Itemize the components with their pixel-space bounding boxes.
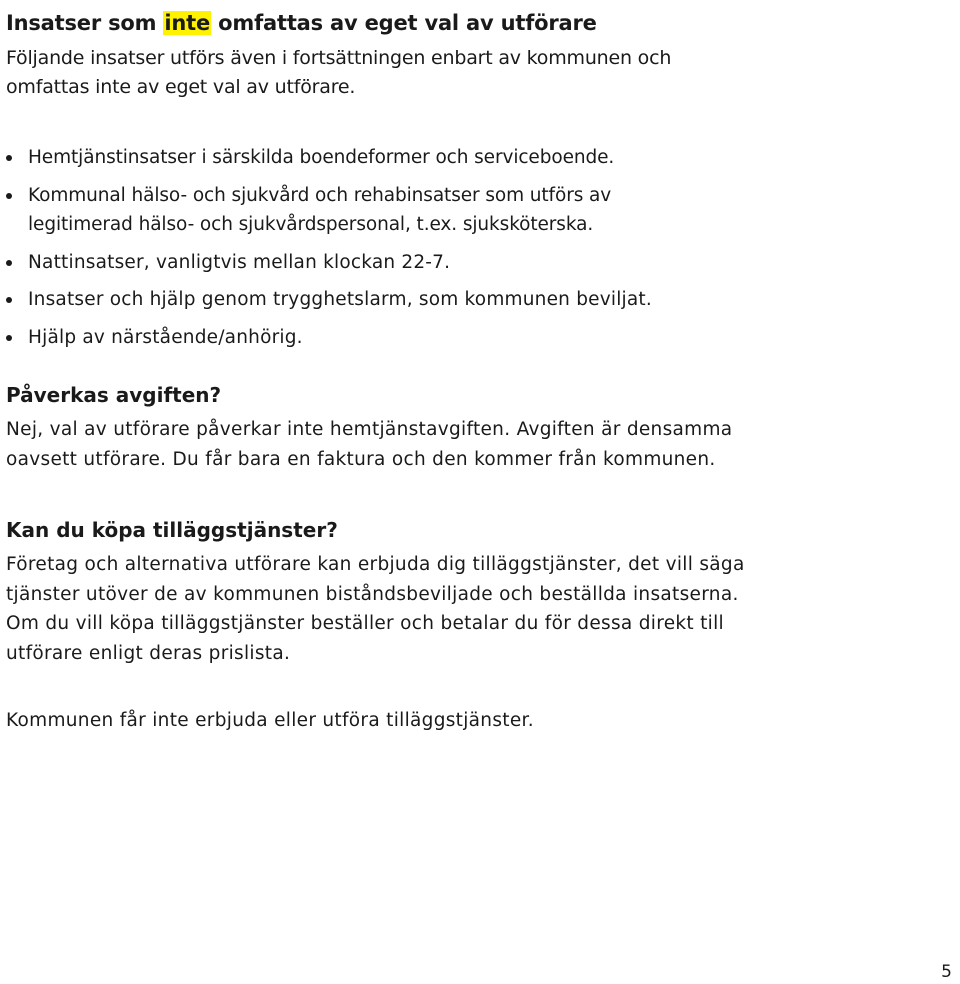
list-item-text: Hemtjänstinsatser i särskilda boendeformer och serviceboende.: [28, 147, 615, 168]
fee-section: [6, 380, 946, 474]
extra-services-note: Kommunen får inte erbjuda eller utföra tilläggstjänster.: [6, 710, 534, 731]
bullet-dot-icon: [6, 155, 12, 161]
bullet-dot-icon: [6, 335, 12, 341]
list-item-text: Insatser och hjälp genom trygghetslarm, som kommunen beviljat.: [28, 289, 652, 310]
extra-services-section: [6, 515, 946, 668]
title-highlight: inte: [164, 11, 211, 35]
insatser-list: [6, 143, 906, 360]
title-after: omfattas av eget val av utförare: [211, 11, 597, 35]
list-item: [6, 323, 906, 353]
extra-services-text: Företag och alternativa utförare kan erbjuda dig tilläggstjänster, det vill säga tjänster utöver de av kommunen biståndsbeviljade och beställda insatserna. Om du vill köpa tilläggstjänster beställer och betalar du för dessa direkt till utförare enligt deras prislista.: [6, 554, 745, 664]
page-number: 5: [941, 962, 952, 982]
list-item: [6, 285, 906, 315]
fee-heading: Påverkas avgiften?: [6, 383, 222, 407]
list-item: [6, 181, 688, 240]
list-item-text: Hjälp av närstående/anhörig.: [28, 326, 303, 348]
bullet-dot-icon: [6, 260, 12, 266]
fee-text: Nej, val av utförare påverkar inte hemtjänstavgiften. Avgiften är densamma oavsett utförare. Du får bara en faktura och den kommer från kommunen.: [6, 419, 733, 470]
bullet-dot-icon: [6, 297, 12, 303]
title-before: Insatser som: [6, 11, 164, 35]
list-item: [6, 143, 668, 173]
list-item-text: Nattinsatser, vanligtvis mellan klockan 22-7.: [28, 251, 451, 273]
list-item: [6, 248, 906, 278]
extra-services-heading: Kan du köpa tilläggstjänster?: [6, 518, 338, 542]
intro-paragraph: Följande insatser utförs även i fortsättningen enbart av kommunen och omfattas inte av eget val av utförare.: [6, 47, 672, 98]
list-item-text: Kommunal hälso- och sjukvård och rehabinsatser som utförs av legitimerad hälso- och sjukvårdspersonal, t.ex. sjuksköterska.: [28, 184, 612, 235]
page-title: [6, 8, 597, 38]
bullet-dot-icon: [6, 193, 12, 199]
